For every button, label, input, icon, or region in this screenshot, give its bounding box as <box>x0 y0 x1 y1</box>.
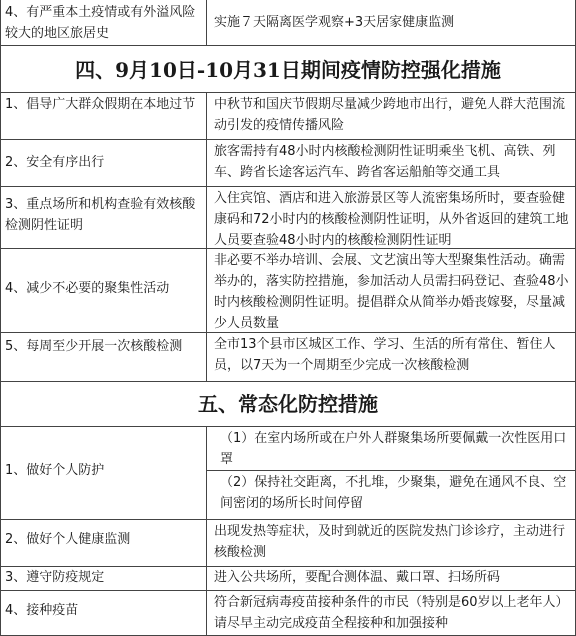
row-measure: （1）在室内场所或在户外人群聚集场所要佩戴一次性医用口罩 <box>220 431 567 467</box>
row-measure: 进入公共场所，要配合测体温、戴口罩、扫场所码 <box>214 570 501 585</box>
table-row <box>0 590 576 635</box>
row-divider <box>0 381 576 382</box>
row-divider <box>0 45 576 46</box>
row-label: 3、遵守防疫规定 <box>5 570 105 585</box>
table-row <box>0 426 576 519</box>
row-measure: 全市13个县市区城区工作、学习、生活的所有常住、暂住人员，以7天为一个周期至少完成一次核酸检测 <box>214 337 556 373</box>
table-row <box>0 139 576 186</box>
row-measure: 符合新冠病毒疫苗接种条件的市民（特别是60岁以上老年人）请尽早主动完成疫苗全程接种和加强接种 <box>214 595 569 631</box>
table-row <box>0 92 576 139</box>
row-measure: 旅客需持有48小时内核酸检测阴性证明乘坐飞机、高铁、列车、跨省长途客运汽车、跨省客运船舶等交通工具 <box>214 144 556 180</box>
table-row <box>0 0 576 45</box>
row-measure: 中秋节和国庆节假期尽量减少跨地市出行，避免人群大范围流动引发的疫情传播风险 <box>214 97 566 133</box>
row-label: 3、重点场所和机构查验有效核酸检测阴性证明 <box>5 197 196 233</box>
table-row <box>0 332 576 381</box>
row-label: 2、安全有序出行 <box>5 155 105 170</box>
row-measure: 实施７天隔离医学观察+3天居家健康监测 <box>214 15 455 30</box>
row-measure: 非必要不举办培训、会展、文艺演出等大型聚集性活动。确需举办的，落实防控措施，参加活动人员需扫码登记、查验48小时内核酸检测阴性证明。提倡群众从简举办婚丧嫁娶，尽量减少人员数量 <box>214 253 569 331</box>
row-label: 4、减少不必要的聚集性活动 <box>5 281 170 296</box>
row-label: 5、每周至少开展一次核酸检测 <box>5 339 183 354</box>
section-heading: 五、常态化防控措施 <box>198 392 378 416</box>
row-label: 1、倡导广大群众假期在本地过节 <box>5 97 196 112</box>
table-row <box>0 566 576 590</box>
row-label: 4、接种疫苗 <box>5 603 79 618</box>
row-label: 1、做好个人防护 <box>5 463 105 478</box>
table-row <box>0 519 576 566</box>
row-measure: 出现发热等症状，及时到就近的医院发热门诊诊疗，主动进行核酸检测 <box>214 524 566 560</box>
section-heading: 四、9月10日-10月31日期间疫情防控强化措施 <box>75 58 501 82</box>
row-label: 2、做好个人健康监测 <box>5 532 131 547</box>
row-label: 4、有严重本土疫情或有外溢风险较大的地区旅居史 <box>5 5 196 41</box>
row-measure: 入住宾馆、酒店和进入旅游景区等人流密集场所时，要查验健康码和72小时内的核酸检测阴性证明，从外省返回的建筑工地人员要查验48小时内的核酸检测阴性证明 <box>214 191 569 248</box>
table-row <box>0 186 576 248</box>
table-row <box>0 248 576 332</box>
row-measure: （2）保持社交距离，不扎堆，少聚集，避免在通风不良、空间密闭的场所长时间停留 <box>220 475 567 511</box>
